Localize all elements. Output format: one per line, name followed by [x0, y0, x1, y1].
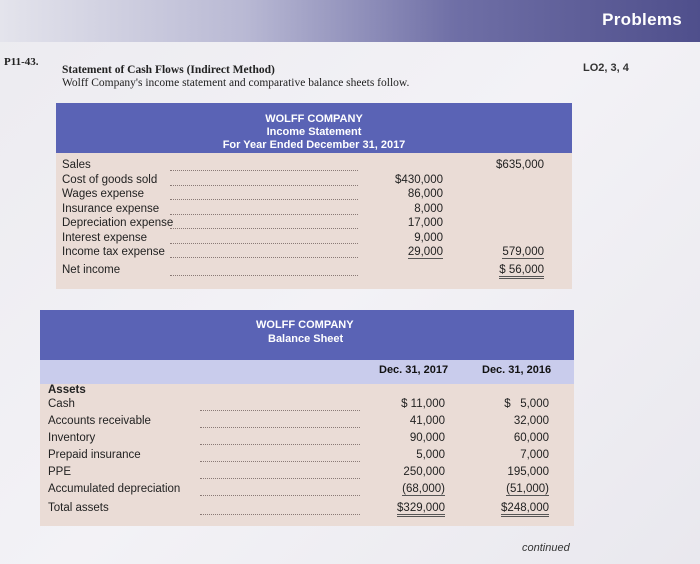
problem-id: P11-43.	[4, 56, 39, 68]
income-row-amount: 9,000	[414, 231, 443, 244]
dot-leader	[200, 495, 360, 496]
balance-2016-value: $248,000	[501, 502, 549, 517]
section-header-bar	[0, 0, 700, 42]
dot-leader	[200, 427, 360, 428]
continued-label: continued	[522, 542, 570, 554]
balance-2017-value: 41,000	[409, 415, 445, 427]
dot-leader	[200, 514, 360, 515]
balance-2017-value: $329,000	[397, 502, 445, 517]
dot-leader	[170, 228, 358, 229]
balance-2017-value: 5,000	[416, 449, 445, 461]
income-statement-period: For Year Ended December 31, 2017	[222, 139, 406, 151]
dot-leader	[170, 185, 358, 186]
dot-leader	[170, 275, 358, 276]
income-row-label: Income tax expense	[62, 246, 165, 258]
dot-leader	[200, 478, 360, 479]
balance-2016-value: (51,000)	[506, 483, 549, 495]
income-statement-title: Income Statement	[266, 126, 362, 138]
income-row-total: 579,000	[502, 246, 544, 258]
dot-leader	[200, 410, 360, 411]
balance-2016-value: 195,000	[507, 466, 549, 478]
income-row-label: Insurance expense	[62, 202, 160, 215]
section-title: Problems	[602, 10, 682, 29]
income-row-amount: 29,000	[407, 246, 443, 258]
income-row-amount: 86,000	[407, 188, 443, 200]
balance-2016-value: 7,000	[520, 449, 549, 461]
balance-row-label: Total assets	[48, 502, 109, 514]
dot-leader	[200, 444, 360, 445]
balance-row-label: Prepaid insurance	[48, 449, 141, 461]
income-row-label: Wages expense	[62, 188, 145, 200]
income-row-label: Net income	[62, 263, 121, 276]
balance-row-label: PPE	[48, 466, 72, 478]
learning-objectives: LO2, 3, 4	[583, 62, 629, 74]
balance-row-label: Accounts receivable	[48, 415, 151, 427]
income-row-amount: $430,000	[395, 173, 443, 186]
problem-description: Wolff Company's income statement and comparative balance sheets follow.	[62, 77, 410, 89]
income-statement-header	[56, 103, 572, 153]
dot-leader	[170, 170, 358, 171]
balance-row-label: Accumulated depreciation	[48, 483, 181, 495]
column-header-2017: Dec. 31, 2017	[379, 364, 449, 376]
dot-leader	[200, 461, 360, 462]
column-header-2016: Dec. 31, 2016	[482, 364, 552, 376]
dot-leader	[170, 214, 358, 215]
balance-2017-value: 90,000	[409, 432, 445, 444]
income-row-label: Depreciation expense	[62, 217, 174, 229]
balance-2017-value: (68,000)	[402, 483, 445, 495]
balance-2016-value: 60,000	[513, 432, 549, 444]
income-row-total: $635,000	[496, 159, 544, 171]
balance-2016-value: 32,000	[513, 415, 549, 427]
balance-2017-value: 250,000	[403, 466, 445, 478]
dot-leader	[170, 257, 358, 258]
income-row-amount: 8,000	[414, 202, 443, 215]
balance-sheet-company: WOLFF COMPANY	[256, 319, 354, 331]
problem-title: Statement of Cash Flows (Indirect Method)	[62, 64, 275, 76]
income-row-total: $ 56,000	[499, 264, 544, 279]
balance-2016-value: $ 5,000	[504, 398, 549, 410]
income-statement-company: WOLFF COMPANY	[265, 113, 363, 125]
dot-leader	[170, 243, 358, 244]
income-row-label: Cost of goods sold	[62, 173, 158, 186]
balance-row-label: Inventory	[48, 432, 96, 444]
balance-2017-value: $ 11,000	[401, 398, 445, 410]
income-row-amount: 17,000	[407, 217, 443, 229]
income-row-label: Interest expense	[62, 231, 148, 244]
balance-row-label: Cash	[48, 398, 75, 410]
balance-sheet-title: Balance Sheet	[268, 333, 344, 345]
dot-leader	[170, 199, 358, 200]
assets-section-label: Assets	[48, 384, 86, 396]
income-row-label: Sales	[62, 159, 91, 171]
